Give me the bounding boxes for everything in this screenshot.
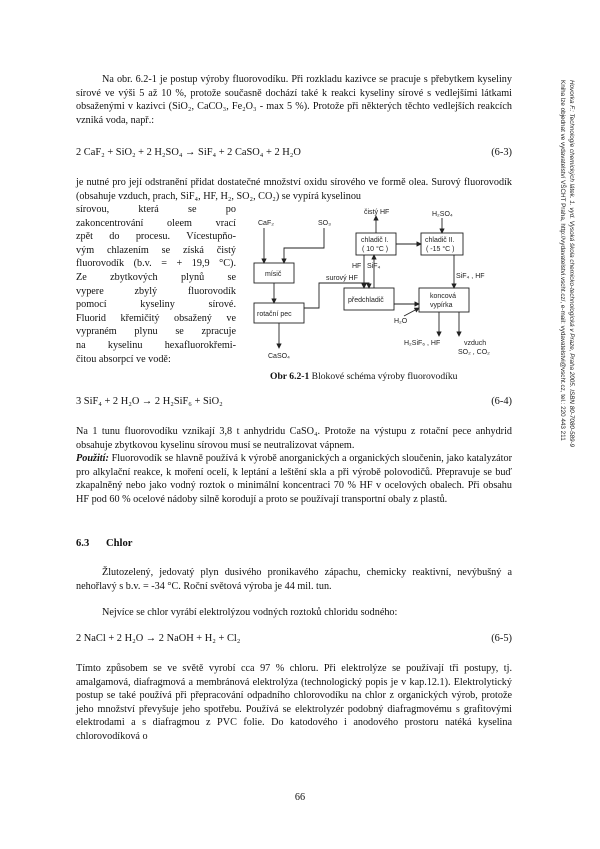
label-sif4-hf: SiF₄ , HF	[456, 273, 485, 280]
label-sif4: SiF₄	[367, 263, 381, 270]
wrapped-text-line: vým chlazením se získá čistý	[76, 244, 236, 256]
label-final-scrubber-1: koncová	[430, 293, 457, 300]
equation-text: 2 CaF₂ + SiO₂ + 2 H₂SO₄ → SiF₄ + 2 CaSO₄ + 2 H₂O	[76, 147, 301, 158]
paragraph-usage	[76, 452, 512, 506]
label-final-scrubber-2: vypírka	[430, 302, 453, 309]
figure-caption	[270, 371, 457, 382]
wrapped-text-line: čitou absorpcí ve vodě:	[76, 353, 171, 365]
wrapped-text-line: vypraném plynu se zpracuje	[76, 326, 236, 338]
equation-text: 3 SiF₄ + 2 H₂O → 2 H₂SiF₆ + SiO₂	[76, 396, 223, 407]
equation-6-4	[76, 396, 512, 410]
wrapped-text-line: na kyselinu hexafluorokřemi-	[76, 339, 236, 351]
label-precooler: předchladič	[348, 297, 384, 304]
label-cooler-2: chladič II.	[425, 237, 455, 244]
wrapped-text-line: Fluorid křemičitý obsažený ve	[76, 312, 236, 324]
label-so2-co2: SO₂ , CO₂	[458, 349, 490, 356]
label-rotary-kiln: rotační pec	[257, 311, 292, 318]
side-note	[558, 80, 576, 720]
side-note-order-info: Kniha lze objednat ve vydavatelství VŠCHT Praha, http://vydavatelstvi.vscht.cz/, e-mail: vydavatelstvi@vscht.cz, tel.: 220 443 211	[559, 80, 566, 441]
paragraph-electrolysis-methods: Tímto způsobem se ve světě vyrobí cca 97 % chloru. Při elektrolýze se používají tři postupy, tj. amalgamová, diafragmová a membránová elektrolýza (technologický popis je v kap.12.1). Elektrolytický postup se také používá při přepracování odpadního chlorovodíku na chlor z organických výrob, protože jeho množství převyšuje jeho spotřebu. Používá se elektrolyzér podobný diafragmovému s grafitovými elektrodami a s diafragmou z PVC folie. Do katodového i anodového prostoru natéká kyselina chlorovodíková o	[76, 663, 512, 742]
label-mixer: mísič	[265, 271, 282, 278]
wrapped-text-line: Ze zbytkových plynů se	[76, 271, 236, 283]
side-note-citation: Hovorka F.: Technologie chemických látek. 1. vyd. Vysoká škola chemicko-technologická v Praze, Praha 2005. ISBN 80-7080-589-9	[568, 80, 575, 448]
label-caf2: CaF₂	[258, 220, 274, 227]
paragraph-intro: Na obr. 6.2-1 je postup výroby fluorovodíku. Při rozkladu kazivce se pracuje s přebytkem kyseliny sírové ve výši 5 až 10 %, protože současně dochází také k reakci kyseliny sírové s vedlejšími látkami obsaženými v kazivci (SiO₂, CaCO₃, Fe₂O₃ - max 5 %). Protože při některých těchto vedlejších reakcích vzniká voda, např.:	[76, 74, 512, 126]
wrapped-text-line: zakoncentrování oleem vrací	[76, 217, 236, 229]
label-cooler-1: chladič I.	[361, 237, 389, 244]
paragraph-chlorine-properties: Žlutozelený, jedovatý plyn dusivého pronikavého zápachu, chemicky reaktivní, nevýbušný a nehořlavý s b.v. = -34 °C. Roční světová výroba je 44 mil. tun.	[76, 567, 512, 592]
wrapped-text-line: vypere zbylý fluorovodík	[76, 285, 236, 297]
label-cooler-1-temp: ( 10 °C )	[362, 246, 389, 253]
usage-text: Fluorovodík se hlavně používá k výrobě anorganických a organických sloučenin, jako katalyzátor pro alkylační reakce, k moření ocelí, k leptání a leštění skla a při výrobě polovodičů. Přepravuje se buď zkapalněný nebo jako vodný roztok o minimální koncentraci 70 % HF v ocelových obalech. Při obsahu HF pod 60 % ocelové nádoby silně korodují a proto se používají transportní obaly z plastů.	[76, 453, 512, 505]
label-caso4: CaSO₄	[268, 353, 290, 360]
label-h2so4: H₂SO₄	[432, 211, 453, 218]
wrapped-text-line: zpět do procesu. Vícestupňo-	[76, 231, 236, 243]
page-number: 66	[294, 792, 306, 803]
label-h2o: H₂O	[394, 318, 408, 325]
figure-caption-label: Obr 6.2-1	[270, 371, 310, 382]
label-hf: HF	[352, 263, 362, 270]
label-cooler-2-temp: ( -15 °C )	[426, 246, 455, 253]
section-title: Chlor	[106, 538, 133, 549]
equation-number: (6-5)	[491, 633, 512, 644]
label-so3: SO₃	[318, 220, 331, 227]
paragraph-electrolysis-intro: Nejvíce se chlor vyrábí elektrolýzou vodných roztoků chloridu sodného:	[102, 607, 398, 618]
label-air: vzduch	[464, 340, 487, 347]
section-number: 6.3	[76, 538, 90, 549]
figure-caption-text: Blokové schéma výroby fluorovodíku	[309, 371, 458, 382]
paragraph-caso4: Na 1 tunu fluorovodíku vznikají 3,8 t anhydridu CaSO₄. Protože na výstupu z rotační pece anhydrid obsahuje zbytkovou kyselinu sírovou musí se neutralizovat vápnem.	[76, 426, 512, 451]
label-h2sif6-hf: H₂SiF₆ , HF	[404, 340, 441, 347]
label-pure-hf: čistý HF	[364, 209, 390, 216]
equation-number: (6-3)	[491, 147, 512, 158]
label-raw-hf: surový HF	[326, 275, 358, 282]
wrapped-text-line: sírovou, která se po	[76, 204, 236, 215]
equation-6-3	[76, 147, 512, 161]
wrapped-text-column	[76, 203, 236, 366]
equation-6-5	[76, 633, 512, 647]
equation-text: 2 NaCl + 2 H₂O → 2 NaOH + H₂ + Cl₂	[76, 633, 241, 644]
wrapped-text-line: pomocí kyseliny sírové.	[76, 299, 236, 311]
paragraph-raw-hf: je nutné pro její odstranění přidat dostatečné množství oxidu sírového ve formě olea. Surový fluorovodík (obsahuje vzduch, prach, SiF₄, HF, H₂, SO₂, CO₂) se vypírá kyselinou	[76, 177, 512, 202]
process-block-diagram	[244, 208, 514, 368]
section-heading	[76, 538, 132, 549]
equation-number: (6-4)	[491, 396, 512, 407]
wrapped-text-line: fluorovodík (b.v. = + 19,9 °C).	[76, 258, 236, 270]
usage-label: Použití:	[76, 453, 109, 464]
